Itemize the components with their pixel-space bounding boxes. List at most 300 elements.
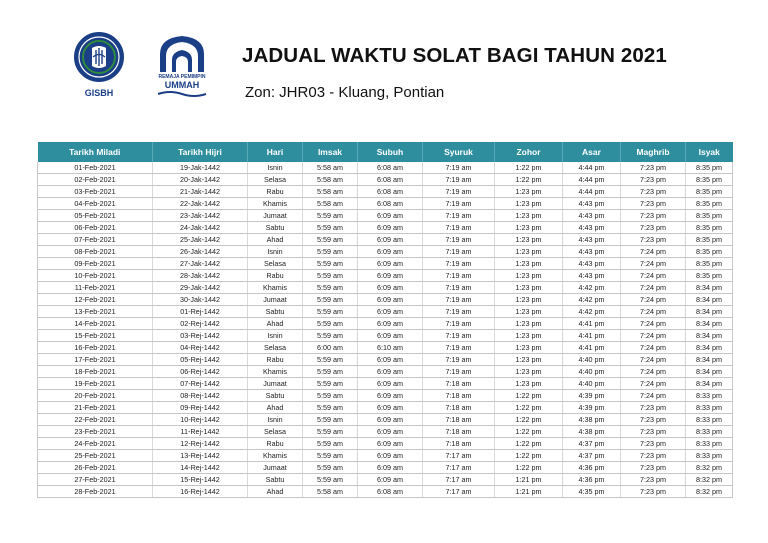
cell-subuh: 6:09 am: [358, 438, 423, 450]
cell-zohor: 1:23 pm: [495, 258, 563, 270]
cell-subuh: 6:09 am: [358, 330, 423, 342]
cell-isyak: 8:33 pm: [686, 390, 733, 402]
cell-isyak: 8:33 pm: [686, 402, 733, 414]
cell-subuh: 6:09 am: [358, 426, 423, 438]
cell-subuh: 6:09 am: [358, 402, 423, 414]
cell-maghrib: 7:24 pm: [621, 318, 686, 330]
cell-zohor: 1:23 pm: [495, 282, 563, 294]
cell-tarikh-miladi: 26-Feb-2021: [38, 462, 153, 474]
cell-subuh: 6:09 am: [358, 270, 423, 282]
prayer-times-table: [37, 142, 733, 498]
cell-zohor: 1:22 pm: [495, 402, 563, 414]
column-header-syuruk: Syuruk: [423, 142, 495, 162]
svg-text:GISBH: GISBH: [84, 88, 114, 98]
remaja-pemimpin-ummah-mosque-icon: [150, 32, 214, 102]
cell-hari: Sabtu: [248, 390, 303, 402]
cell-zohor: 1:23 pm: [495, 246, 563, 258]
cell-syuruk: 7:19 am: [423, 366, 495, 378]
cell-tarikh-hijri: 02-Rej-1442: [153, 318, 248, 330]
cell-tarikh-miladi: 08-Feb-2021: [38, 246, 153, 258]
cell-syuruk: 7:19 am: [423, 222, 495, 234]
svg-text:UMMAH: UMMAH: [164, 80, 200, 90]
cell-subuh: 6:08 am: [358, 162, 423, 174]
table-row: [38, 438, 733, 450]
cell-syuruk: 7:19 am: [423, 258, 495, 270]
cell-maghrib: 7:23 pm: [621, 426, 686, 438]
cell-asar: 4:40 pm: [563, 378, 621, 390]
cell-imsak: 5:59 am: [303, 378, 358, 390]
cell-isyak: 8:32 pm: [686, 462, 733, 474]
table-row: [38, 306, 733, 318]
cell-tarikh-miladi: 02-Feb-2021: [38, 174, 153, 186]
cell-asar: 4:40 pm: [563, 354, 621, 366]
table-row: [38, 162, 733, 174]
cell-subuh: 6:09 am: [358, 474, 423, 486]
table-row: [38, 270, 733, 282]
cell-hari: Isnin: [248, 162, 303, 174]
table-header-row: [38, 142, 733, 162]
cell-tarikh-miladi: 24-Feb-2021: [38, 438, 153, 450]
cell-maghrib: 7:23 pm: [621, 402, 686, 414]
cell-tarikh-miladi: 13-Feb-2021: [38, 306, 153, 318]
cell-tarikh-hijri: 19-Jak-1442: [153, 162, 248, 174]
cell-isyak: 8:33 pm: [686, 414, 733, 426]
cell-subuh: 6:09 am: [358, 246, 423, 258]
cell-zohor: 1:22 pm: [495, 390, 563, 402]
cell-imsak: 5:59 am: [303, 474, 358, 486]
cell-tarikh-hijri: 26-Jak-1442: [153, 246, 248, 258]
cell-subuh: 6:08 am: [358, 174, 423, 186]
cell-tarikh-hijri: 14-Rej-1442: [153, 462, 248, 474]
cell-tarikh-miladi: 12-Feb-2021: [38, 294, 153, 306]
cell-tarikh-miladi: 19-Feb-2021: [38, 378, 153, 390]
cell-asar: 4:44 pm: [563, 186, 621, 198]
cell-subuh: 6:08 am: [358, 486, 423, 498]
cell-tarikh-miladi: 28-Feb-2021: [38, 486, 153, 498]
cell-tarikh-hijri: 11-Rej-1442: [153, 426, 248, 438]
cell-hari: Sabtu: [248, 222, 303, 234]
table-row: [38, 474, 733, 486]
cell-maghrib: 7:24 pm: [621, 390, 686, 402]
cell-hari: Ahad: [248, 402, 303, 414]
cell-tarikh-miladi: 10-Feb-2021: [38, 270, 153, 282]
cell-syuruk: 7:19 am: [423, 270, 495, 282]
cell-zohor: 1:23 pm: [495, 330, 563, 342]
cell-tarikh-miladi: 22-Feb-2021: [38, 414, 153, 426]
column-header-maghrib: Maghrib: [621, 142, 686, 162]
cell-hari: Selasa: [248, 426, 303, 438]
cell-isyak: 8:34 pm: [686, 366, 733, 378]
cell-hari: Khamis: [248, 450, 303, 462]
cell-zohor: 1:23 pm: [495, 306, 563, 318]
cell-tarikh-miladi: 04-Feb-2021: [38, 198, 153, 210]
cell-isyak: 8:33 pm: [686, 450, 733, 462]
cell-isyak: 8:34 pm: [686, 378, 733, 390]
cell-syuruk: 7:17 am: [423, 450, 495, 462]
cell-imsak: 5:59 am: [303, 366, 358, 378]
cell-zohor: 1:23 pm: [495, 354, 563, 366]
cell-maghrib: 7:24 pm: [621, 246, 686, 258]
cell-maghrib: 7:23 pm: [621, 198, 686, 210]
cell-isyak: 8:34 pm: [686, 354, 733, 366]
cell-asar: 4:42 pm: [563, 282, 621, 294]
cell-maghrib: 7:23 pm: [621, 450, 686, 462]
cell-isyak: 8:34 pm: [686, 306, 733, 318]
table-row: [38, 330, 733, 342]
cell-zohor: 1:23 pm: [495, 222, 563, 234]
cell-tarikh-miladi: 21-Feb-2021: [38, 402, 153, 414]
cell-zohor: 1:22 pm: [495, 162, 563, 174]
cell-zohor: 1:22 pm: [495, 426, 563, 438]
cell-maghrib: 7:23 pm: [621, 174, 686, 186]
cell-asar: 4:39 pm: [563, 390, 621, 402]
cell-maghrib: 7:23 pm: [621, 474, 686, 486]
cell-maghrib: 7:23 pm: [621, 186, 686, 198]
table-row: [38, 390, 733, 402]
cell-syuruk: 7:19 am: [423, 246, 495, 258]
column-header-tarikh-hijri: Tarikh Hijri: [153, 142, 248, 162]
cell-imsak: 5:59 am: [303, 462, 358, 474]
cell-hari: Jumaat: [248, 210, 303, 222]
cell-hari: Ahad: [248, 234, 303, 246]
cell-subuh: 6:09 am: [358, 294, 423, 306]
cell-imsak: 5:59 am: [303, 438, 358, 450]
cell-isyak: 8:34 pm: [686, 342, 733, 354]
cell-tarikh-hijri: 06-Rej-1442: [153, 366, 248, 378]
cell-syuruk: 7:19 am: [423, 330, 495, 342]
table-row: [38, 462, 733, 474]
cell-tarikh-hijri: 15-Rej-1442: [153, 474, 248, 486]
cell-asar: 4:35 pm: [563, 486, 621, 498]
cell-zohor: 1:21 pm: [495, 486, 563, 498]
cell-asar: 4:37 pm: [563, 450, 621, 462]
cell-subuh: 6:09 am: [358, 258, 423, 270]
svg-text:REMAJA PEMIMPIN: REMAJA PEMIMPIN: [158, 74, 206, 80]
cell-tarikh-miladi: 23-Feb-2021: [38, 426, 153, 438]
cell-imsak: 5:59 am: [303, 450, 358, 462]
cell-hari: Jumaat: [248, 378, 303, 390]
cell-subuh: 6:10 am: [358, 342, 423, 354]
cell-isyak: 8:34 pm: [686, 318, 733, 330]
cell-zohor: 1:23 pm: [495, 198, 563, 210]
cell-tarikh-miladi: 20-Feb-2021: [38, 390, 153, 402]
table-row: [38, 342, 733, 354]
cell-hari: Jumaat: [248, 294, 303, 306]
cell-syuruk: 7:19 am: [423, 234, 495, 246]
cell-asar: 4:43 pm: [563, 210, 621, 222]
table-row: [38, 426, 733, 438]
column-header-tarikh-miladi: Tarikh Miladi: [38, 142, 153, 162]
gisbh-logo: [72, 30, 126, 104]
column-header-imsak: Imsak: [303, 142, 358, 162]
cell-tarikh-hijri: 09-Rej-1442: [153, 402, 248, 414]
table-row: [38, 366, 733, 378]
cell-syuruk: 7:17 am: [423, 474, 495, 486]
table-row: [38, 378, 733, 390]
cell-hari: Selasa: [248, 174, 303, 186]
cell-isyak: 8:35 pm: [686, 174, 733, 186]
cell-hari: Jumaat: [248, 462, 303, 474]
cell-imsak: 6:00 am: [303, 342, 358, 354]
cell-imsak: 5:59 am: [303, 390, 358, 402]
cell-asar: 4:43 pm: [563, 246, 621, 258]
cell-hari: Selasa: [248, 342, 303, 354]
cell-hari: Rabu: [248, 270, 303, 282]
cell-tarikh-miladi: 07-Feb-2021: [38, 234, 153, 246]
cell-asar: 4:40 pm: [563, 366, 621, 378]
cell-hari: Selasa: [248, 258, 303, 270]
cell-tarikh-miladi: 17-Feb-2021: [38, 354, 153, 366]
cell-tarikh-miladi: 06-Feb-2021: [38, 222, 153, 234]
cell-asar: 4:38 pm: [563, 426, 621, 438]
cell-isyak: 8:35 pm: [686, 198, 733, 210]
cell-asar: 4:36 pm: [563, 474, 621, 486]
cell-subuh: 6:08 am: [358, 198, 423, 210]
cell-zohor: 1:23 pm: [495, 366, 563, 378]
cell-asar: 4:43 pm: [563, 258, 621, 270]
cell-subuh: 6:09 am: [358, 462, 423, 474]
cell-imsak: 5:59 am: [303, 306, 358, 318]
cell-tarikh-miladi: 14-Feb-2021: [38, 318, 153, 330]
column-header-zohor: Zohor: [495, 142, 563, 162]
table-row: [38, 246, 733, 258]
cell-syuruk: 7:19 am: [423, 294, 495, 306]
cell-syuruk: 7:19 am: [423, 306, 495, 318]
cell-syuruk: 7:19 am: [423, 210, 495, 222]
cell-asar: 4:38 pm: [563, 414, 621, 426]
table-row: [38, 174, 733, 186]
cell-imsak: 5:58 am: [303, 186, 358, 198]
table-row: [38, 450, 733, 462]
column-header-subuh: Subuh: [358, 142, 423, 162]
cell-zohor: 1:22 pm: [495, 450, 563, 462]
table-row: [38, 318, 733, 330]
column-header-isyak: Isyak: [686, 142, 733, 162]
cell-tarikh-hijri: 13-Rej-1442: [153, 450, 248, 462]
cell-imsak: 5:59 am: [303, 270, 358, 282]
table-row: [38, 402, 733, 414]
cell-asar: 4:39 pm: [563, 402, 621, 414]
cell-imsak: 5:59 am: [303, 210, 358, 222]
cell-zohor: 1:22 pm: [495, 462, 563, 474]
cell-zohor: 1:23 pm: [495, 294, 563, 306]
cell-tarikh-hijri: 04-Rej-1442: [153, 342, 248, 354]
cell-tarikh-hijri: 05-Rej-1442: [153, 354, 248, 366]
cell-asar: 4:44 pm: [563, 174, 621, 186]
cell-isyak: 8:32 pm: [686, 474, 733, 486]
cell-subuh: 6:09 am: [358, 306, 423, 318]
cell-imsak: 5:59 am: [303, 318, 358, 330]
cell-maghrib: 7:23 pm: [621, 462, 686, 474]
cell-syuruk: 7:19 am: [423, 174, 495, 186]
cell-maghrib: 7:23 pm: [621, 414, 686, 426]
cell-tarikh-hijri: 10-Rej-1442: [153, 414, 248, 426]
cell-imsak: 5:59 am: [303, 414, 358, 426]
cell-asar: 4:36 pm: [563, 462, 621, 474]
cell-asar: 4:43 pm: [563, 198, 621, 210]
cell-maghrib: 7:24 pm: [621, 306, 686, 318]
cell-isyak: 8:35 pm: [686, 210, 733, 222]
cell-isyak: 8:34 pm: [686, 294, 733, 306]
table-row: [38, 210, 733, 222]
cell-imsak: 5:58 am: [303, 198, 358, 210]
cell-imsak: 5:59 am: [303, 258, 358, 270]
cell-hari: Isnin: [248, 246, 303, 258]
gisbh-emblem-icon: [72, 30, 126, 104]
cell-tarikh-hijri: 16-Rej-1442: [153, 486, 248, 498]
cell-asar: 4:44 pm: [563, 162, 621, 174]
cell-subuh: 6:09 am: [358, 450, 423, 462]
cell-tarikh-miladi: 27-Feb-2021: [38, 474, 153, 486]
cell-maghrib: 7:23 pm: [621, 222, 686, 234]
cell-zohor: 1:22 pm: [495, 414, 563, 426]
cell-maghrib: 7:24 pm: [621, 294, 686, 306]
cell-maghrib: 7:24 pm: [621, 330, 686, 342]
cell-zohor: 1:23 pm: [495, 378, 563, 390]
cell-hari: Rabu: [248, 186, 303, 198]
cell-isyak: 8:34 pm: [686, 282, 733, 294]
table-row: [38, 294, 733, 306]
cell-syuruk: 7:17 am: [423, 462, 495, 474]
cell-imsak: 5:59 am: [303, 294, 358, 306]
cell-maghrib: 7:24 pm: [621, 378, 686, 390]
cell-tarikh-hijri: 21-Jak-1442: [153, 186, 248, 198]
cell-maghrib: 7:24 pm: [621, 366, 686, 378]
cell-isyak: 8:35 pm: [686, 162, 733, 174]
cell-subuh: 6:09 am: [358, 210, 423, 222]
cell-imsak: 5:59 am: [303, 282, 358, 294]
cell-asar: 4:41 pm: [563, 330, 621, 342]
cell-asar: 4:43 pm: [563, 222, 621, 234]
table-body: [38, 162, 733, 498]
cell-imsak: 5:59 am: [303, 426, 358, 438]
cell-maghrib: 7:23 pm: [621, 162, 686, 174]
cell-tarikh-miladi: 15-Feb-2021: [38, 330, 153, 342]
cell-asar: 4:41 pm: [563, 342, 621, 354]
cell-syuruk: 7:19 am: [423, 342, 495, 354]
cell-tarikh-miladi: 05-Feb-2021: [38, 210, 153, 222]
cell-syuruk: 7:19 am: [423, 354, 495, 366]
cell-tarikh-hijri: 27-Jak-1442: [153, 258, 248, 270]
cell-imsak: 5:59 am: [303, 246, 358, 258]
cell-isyak: 8:35 pm: [686, 186, 733, 198]
cell-isyak: 8:33 pm: [686, 438, 733, 450]
cell-isyak: 8:34 pm: [686, 330, 733, 342]
cell-zohor: 1:22 pm: [495, 438, 563, 450]
cell-subuh: 6:09 am: [358, 354, 423, 366]
cell-tarikh-hijri: 29-Jak-1442: [153, 282, 248, 294]
table-row: [38, 258, 733, 270]
cell-subuh: 6:09 am: [358, 390, 423, 402]
cell-zohor: 1:23 pm: [495, 234, 563, 246]
cell-hari: Isnin: [248, 330, 303, 342]
cell-isyak: 8:35 pm: [686, 246, 733, 258]
table-row: [38, 186, 733, 198]
cell-asar: 4:43 pm: [563, 270, 621, 282]
cell-maghrib: 7:24 pm: [621, 342, 686, 354]
cell-zohor: 1:21 pm: [495, 474, 563, 486]
cell-tarikh-hijri: 03-Rej-1442: [153, 330, 248, 342]
cell-zohor: 1:23 pm: [495, 318, 563, 330]
table-row: [38, 486, 733, 498]
cell-imsak: 5:59 am: [303, 354, 358, 366]
cell-syuruk: 7:18 am: [423, 414, 495, 426]
cell-tarikh-hijri: 23-Jak-1442: [153, 210, 248, 222]
cell-tarikh-hijri: 01-Rej-1442: [153, 306, 248, 318]
cell-tarikh-hijri: 30-Jak-1442: [153, 294, 248, 306]
cell-tarikh-miladi: 11-Feb-2021: [38, 282, 153, 294]
cell-maghrib: 7:24 pm: [621, 270, 686, 282]
cell-subuh: 6:09 am: [358, 366, 423, 378]
cell-tarikh-miladi: 16-Feb-2021: [38, 342, 153, 354]
cell-tarikh-miladi: 09-Feb-2021: [38, 258, 153, 270]
cell-asar: 4:42 pm: [563, 294, 621, 306]
column-header-hari: Hari: [248, 142, 303, 162]
cell-syuruk: 7:18 am: [423, 378, 495, 390]
cell-syuruk: 7:18 am: [423, 426, 495, 438]
cell-hari: Ahad: [248, 486, 303, 498]
cell-imsak: 5:58 am: [303, 162, 358, 174]
cell-syuruk: 7:18 am: [423, 438, 495, 450]
cell-maghrib: 7:24 pm: [621, 258, 686, 270]
cell-tarikh-hijri: 28-Jak-1442: [153, 270, 248, 282]
cell-syuruk: 7:19 am: [423, 186, 495, 198]
cell-syuruk: 7:18 am: [423, 402, 495, 414]
table-row: [38, 354, 733, 366]
cell-maghrib: 7:23 pm: [621, 234, 686, 246]
cell-imsak: 5:59 am: [303, 222, 358, 234]
cell-maghrib: 7:24 pm: [621, 354, 686, 366]
cell-zohor: 1:23 pm: [495, 342, 563, 354]
cell-tarikh-hijri: 20-Jak-1442: [153, 174, 248, 186]
cell-syuruk: 7:19 am: [423, 282, 495, 294]
cell-isyak: 8:35 pm: [686, 222, 733, 234]
cell-hari: Isnin: [248, 414, 303, 426]
cell-imsak: 5:59 am: [303, 234, 358, 246]
cell-zohor: 1:23 pm: [495, 270, 563, 282]
cell-syuruk: 7:18 am: [423, 390, 495, 402]
cell-imsak: 5:58 am: [303, 174, 358, 186]
cell-subuh: 6:09 am: [358, 282, 423, 294]
cell-subuh: 6:09 am: [358, 234, 423, 246]
cell-asar: 4:41 pm: [563, 318, 621, 330]
remaja-pemimpin-ummah-logo: [150, 32, 214, 102]
cell-syuruk: 7:17 am: [423, 486, 495, 498]
cell-tarikh-miladi: 01-Feb-2021: [38, 162, 153, 174]
cell-subuh: 6:08 am: [358, 186, 423, 198]
cell-zohor: 1:23 pm: [495, 210, 563, 222]
zone-subtitle: Zon: JHR03 - Kluang, Pontian: [245, 84, 445, 101]
cell-tarikh-miladi: 25-Feb-2021: [38, 450, 153, 462]
cell-tarikh-miladi: 03-Feb-2021: [38, 186, 153, 198]
cell-imsak: 5:58 am: [303, 486, 358, 498]
cell-hari: Ahad: [248, 318, 303, 330]
page-title: JADUAL WAKTU SOLAT BAGI TAHUN 2021: [242, 44, 667, 67]
cell-maghrib: 7:23 pm: [621, 438, 686, 450]
cell-asar: 4:43 pm: [563, 234, 621, 246]
table-row: [38, 282, 733, 294]
cell-hari: Khamis: [248, 366, 303, 378]
cell-hari: Khamis: [248, 282, 303, 294]
cell-asar: 4:37 pm: [563, 438, 621, 450]
cell-isyak: 8:35 pm: [686, 234, 733, 246]
cell-syuruk: 7:19 am: [423, 162, 495, 174]
cell-hari: Sabtu: [248, 474, 303, 486]
cell-maghrib: 7:23 pm: [621, 486, 686, 498]
table-row: [38, 414, 733, 426]
cell-isyak: 8:33 pm: [686, 426, 733, 438]
cell-tarikh-hijri: 24-Jak-1442: [153, 222, 248, 234]
